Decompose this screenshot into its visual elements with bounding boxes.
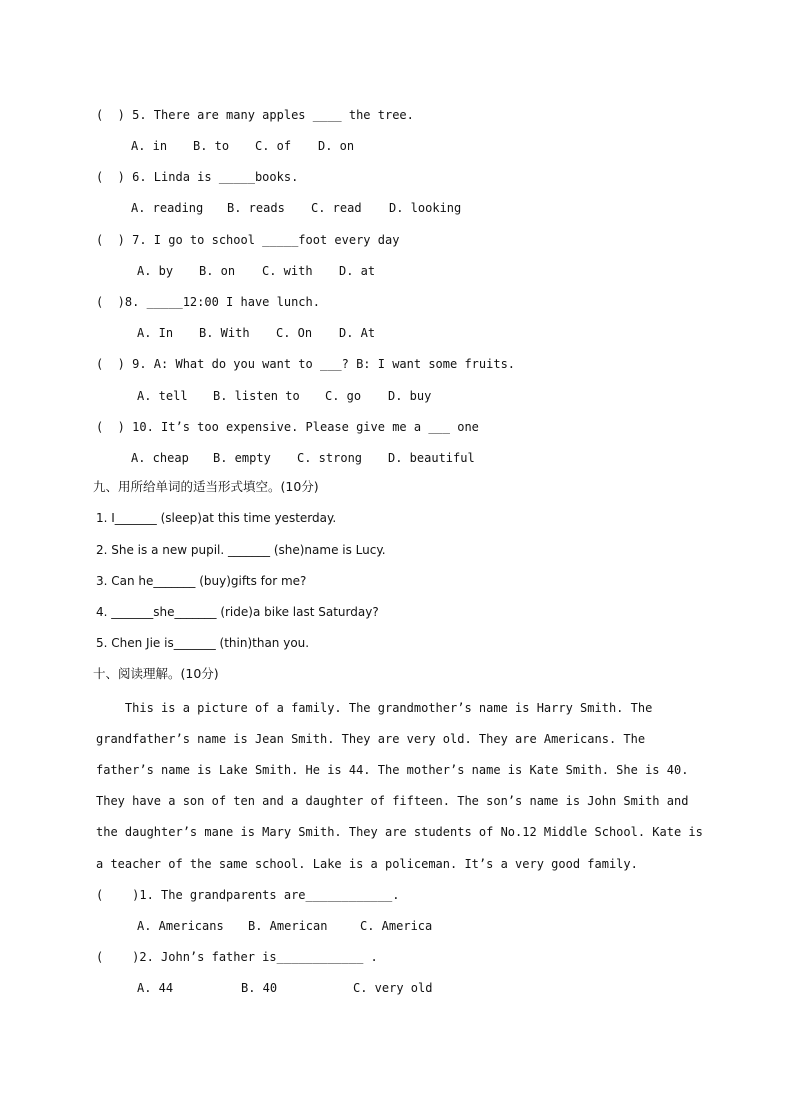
question-5-stem: ( ) 5. There are many apples ____ the tree. [96,108,414,122]
q10-option-b: B. empty [213,451,271,465]
q9-option-a: A. tell [137,389,188,403]
reading-question-1-stem: ( )1. The grandparents are____________. [96,888,400,902]
q6-option-d: D. looking [389,201,462,215]
rq2-option-b: B. 40 [241,981,278,995]
passage-line: grandfather’s name is Jean Smith. They are very old. They are Americans. The [96,732,646,746]
rq2-option-c: C. very old [353,981,433,995]
section-9-heading: 九、用所给单词的适当形式填空。(10分) [93,479,319,494]
q8-option-d: D. At [339,326,376,340]
passage-line: father’s name is Lake Smith. He is 44. The mother’s name is Kate Smith. She is 40. [96,763,689,777]
q8-option-b: B. With [199,326,250,340]
question-9-stem: ( ) 9. A: What do you want to ___? B: I want some fruits. [96,357,516,371]
rq2-option-a: A. 44 [137,981,174,995]
q6-option-b: B. reads [227,201,285,215]
q10-option-c: C. strong [297,451,363,465]
fill-item-3: 3. Can he_______ (buy)gifts for me? [96,574,307,588]
question-8-stem: ( )8. _____12:00 I have lunch. [96,295,320,309]
q10-option-a: A. cheap [131,451,189,465]
q7-option-d: D. at [339,264,376,278]
question-7-stem: ( ) 7. I go to school _____foot every day [96,233,400,247]
q5-option-c: C. of [255,139,292,153]
passage-line: They have a son of ten and a daughter of fifteen. The son’s name is John Smith and [96,794,689,808]
q5-option-d: D. on [318,139,355,153]
passage-line: the daughter’s mane is Mary Smith. They are students of No.12 Middle School. Kate is [96,825,703,839]
fill-item-2: 2. She is a new pupil. _______ (she)name is Lucy. [96,543,386,557]
q10-option-d: D. beautiful [388,451,475,465]
q9-option-c: C. go [325,389,362,403]
rq1-option-a: A. Americans [137,919,224,933]
q7-option-b: B. on [199,264,236,278]
rq1-option-c: C. America [360,919,433,933]
fill-item-5: 5. Chen Jie is_______ (thin)than you. [96,636,310,650]
q6-option-c: C. read [311,201,362,215]
passage-line: a teacher of the same school. Lake is a policeman. It’s a very good family. [96,857,638,871]
q7-option-a: A. by [137,264,174,278]
q9-option-b: B. listen to [213,389,300,403]
reading-question-2-stem: ( )2. John’s father is____________ . [96,950,378,964]
fill-item-4: 4. _______she_______ (ride)a bike last Saturday? [96,605,379,619]
question-6-stem: ( ) 6. Linda is _____books. [96,170,299,184]
fill-item-1: 1. I_______ (sleep)at this time yesterday. [96,511,337,525]
q9-option-d: D. buy [388,389,432,403]
q7-option-c: C. with [262,264,313,278]
q5-option-b: B. to [193,139,230,153]
question-10-stem: ( ) 10. It’s too expensive. Please give me a ___ one [96,420,479,434]
q6-option-a: A. reading [131,201,204,215]
q8-option-a: A. In [137,326,174,340]
rq1-option-b: B. American [248,919,328,933]
q8-option-c: C. On [276,326,313,340]
section-10-heading: 十、阅读理解。(10分) [93,666,219,681]
q5-option-a: A. in [131,139,168,153]
passage-line: This is a picture of a family. The grandmother’s name is Harry Smith. The [96,701,653,715]
